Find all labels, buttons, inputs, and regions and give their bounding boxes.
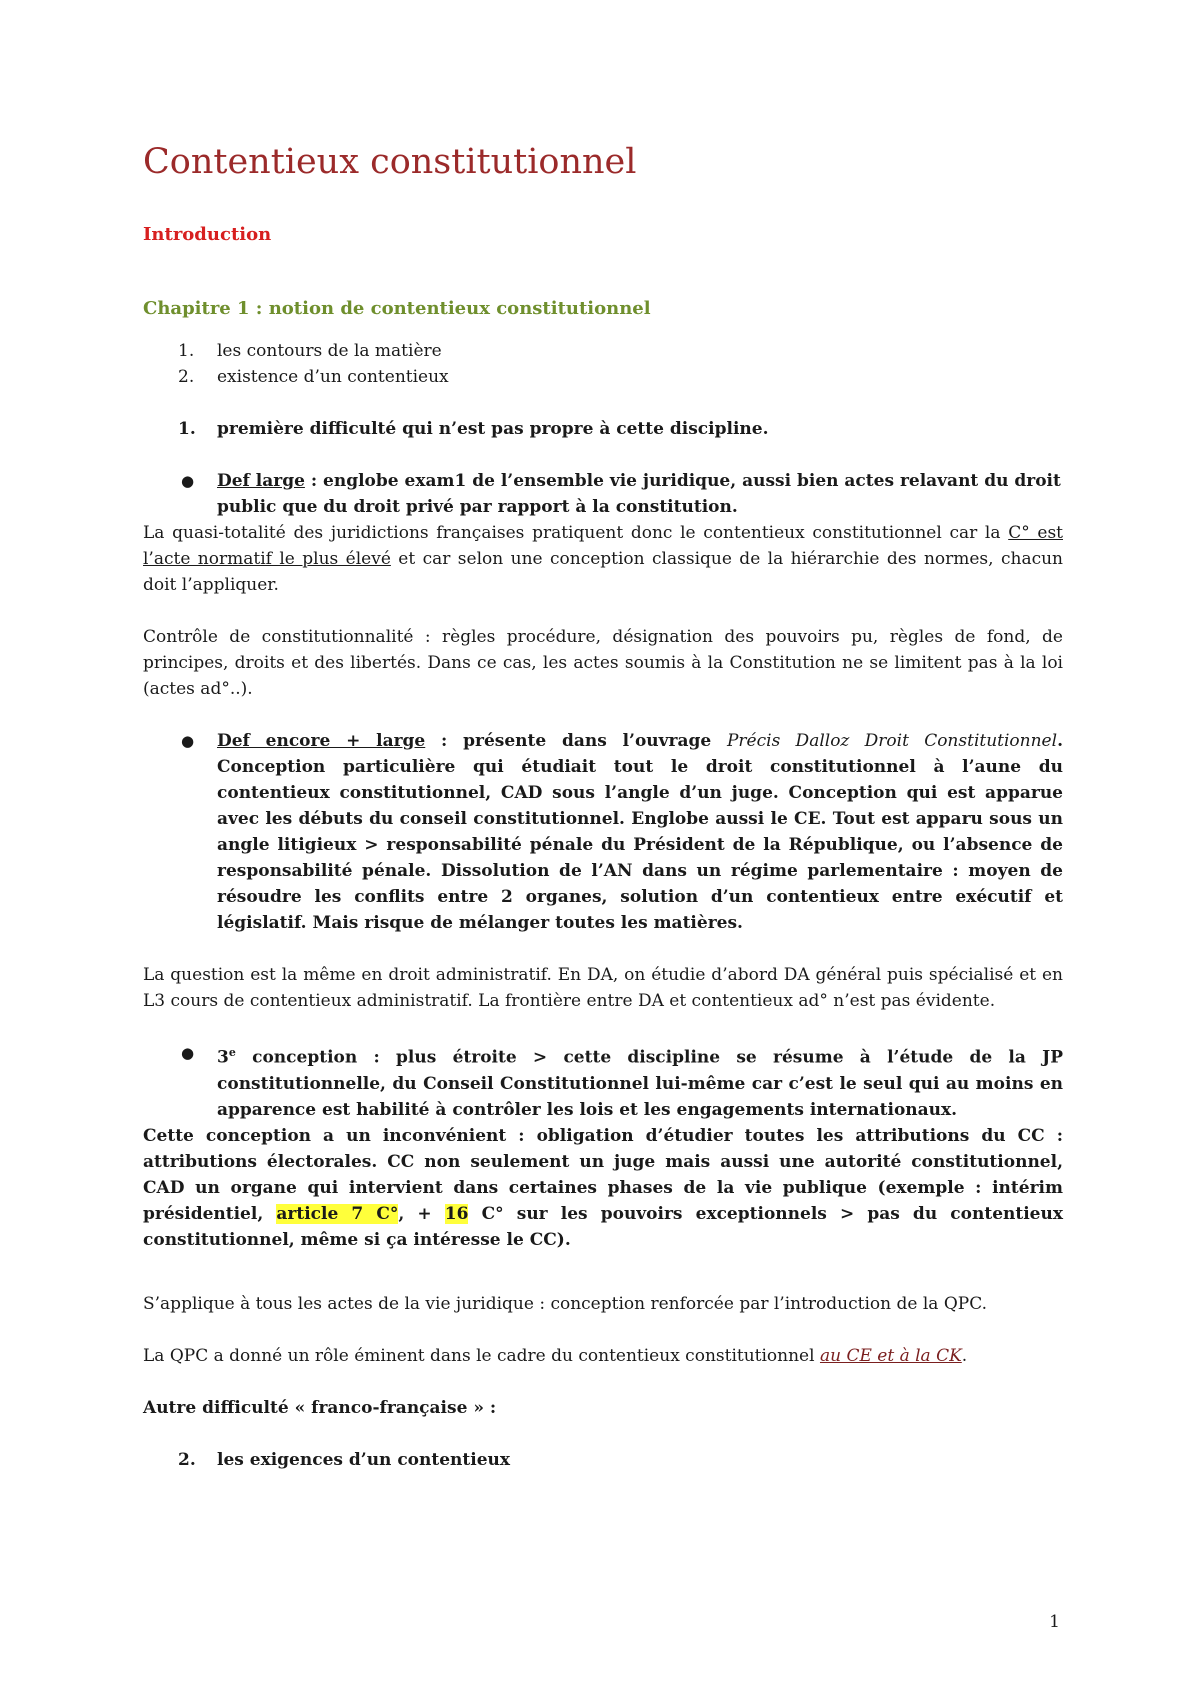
definition-troisieme: ● 3e conception : plus étroite > cette discipline se résume à l’étude de la JP constitutionnelle, du Conseil Constitutionnel lui-même car c’est le seul qui au moins en apparence est habilité à contrôler les lois et les engagements internationaux. [143,1040,1063,1123]
intro-heading: Introduction [143,224,272,245]
toc-list [143,338,1063,390]
definition-label: Def encore + large [217,731,426,751]
definition-text: : englobe exam1 de l’ensemble vie juridique, aussi bien actes relavant du droit public que du droit privé par rapport à la constitution. [217,471,1061,517]
section-number: 1. [178,419,196,439]
paragraph-inconvenient: Cette conception a un inconvénient : obligation d’étudier toutes les attributions du CC : attributions électorales. CC non seulement un juge mais aussi une autorité constitutionnel, CAD un organe qui intervient dans certaines phases de la vie publique (exemple : intérim présidentiel, article 7 C°, + 16 C° sur les pouvoirs exceptionnels > pas du contentieux constitutionnel, même si ça intéresse le CC). [143,1125,1063,1250]
paragraph-qpc-intro: S’applique à tous les actes de la vie juridique : conception renforcée par l’introduction de la QPC. [143,1293,987,1314]
book-title: Précis Dalloz Droit Constitutionnel [726,731,1058,751]
bullet-icon: ● [181,732,195,750]
document-title: Contentieux constitutionnel [143,142,637,182]
highlight-16: 16 [444,1203,469,1224]
list-number: 2. [178,367,195,387]
definition-label: Def large [217,471,305,491]
list-text: les contours de la matière [217,341,442,361]
highlight-article-7: article 7 C° [276,1203,399,1224]
document-page [143,140,1063,1473]
list-number: 1. [178,341,195,361]
definition-large [143,468,1063,520]
page-number: 1 [1049,1612,1060,1632]
section-text: les exigences d’un contentieux [217,1449,511,1470]
paragraph-droit-administratif: La question est la même en droit administratif. En DA, on étudie d’abord DA général puis spécialisé et en L3 cours de contentieux administratif. La frontière entre DA et contentieux ad° n’est pas évidente. [143,965,1063,1011]
chapter-heading: Chapitre 1 : notion de contentieux constitutionnel [143,298,651,319]
list-item [143,364,1063,390]
paragraph-quasi-totalite: La quasi-totalité des juridictions françaises pratiquent donc le contentieux constitutionnel car la C° est l’acte normatif le plus élevé et car selon une conception classique de la hiérarchie des normes, chacun doit l’appliquer. [143,523,1063,595]
section-number: 2. [178,1449,196,1470]
bullet-icon: ● [181,1044,195,1062]
paragraph-controle: Contrôle de constitutionnalité : règles procédure, désignation des pouvoirs pu, règles de fond, de principes, droits et des libertés. Dans ce cas, les actes soumis à la Constitution ne se limitent pas à la loi (actes ad°..). [143,627,1063,699]
list-item [143,338,1063,364]
link-ce-ck[interactable]: au CE et à la CK [819,1345,962,1366]
section-1-heading [143,416,1063,442]
bullet-icon: ● [181,472,195,490]
section-2-heading [143,1447,1063,1473]
section-text: première difficulté qui n’est pas propre à cette discipline. [217,419,769,439]
paragraph-qpc-role: La QPC a donné un rôle éminent dans le cadre du contentieux constitutionnel au CE et à la CK. [143,1345,968,1366]
underlined-text: C° est l’acte normatif le plus élevé [143,523,1063,569]
paragraph-autre-difficulte: Autre difficulté « franco-française » : [143,1397,497,1418]
list-text: existence d’un contentieux [217,367,449,387]
definition-encore-large: ● Def encore + large : présente dans l’ouvrage Précis Dalloz Droit Constitutionnel. Conception particulière qui étudiait tout le droit constitutionnel à l’aune du contentieux constitutionnel, CAD sous l’angle d’un juge. Conception qui est apparue avec les débuts du conseil constitutionnel. Englobe aussi le CE. Tout est apparu sous un angle litigieux > responsabilité pénale du Président de la République, ou l’absence de responsabilité pénale. Dissolution de l’AN dans un régime parlementaire : moyen de résoudre les conflits entre 2 organes, solution d’un contentieux entre exécutif et législatif. Mais risque de mélanger toutes les matières. [143,728,1063,936]
